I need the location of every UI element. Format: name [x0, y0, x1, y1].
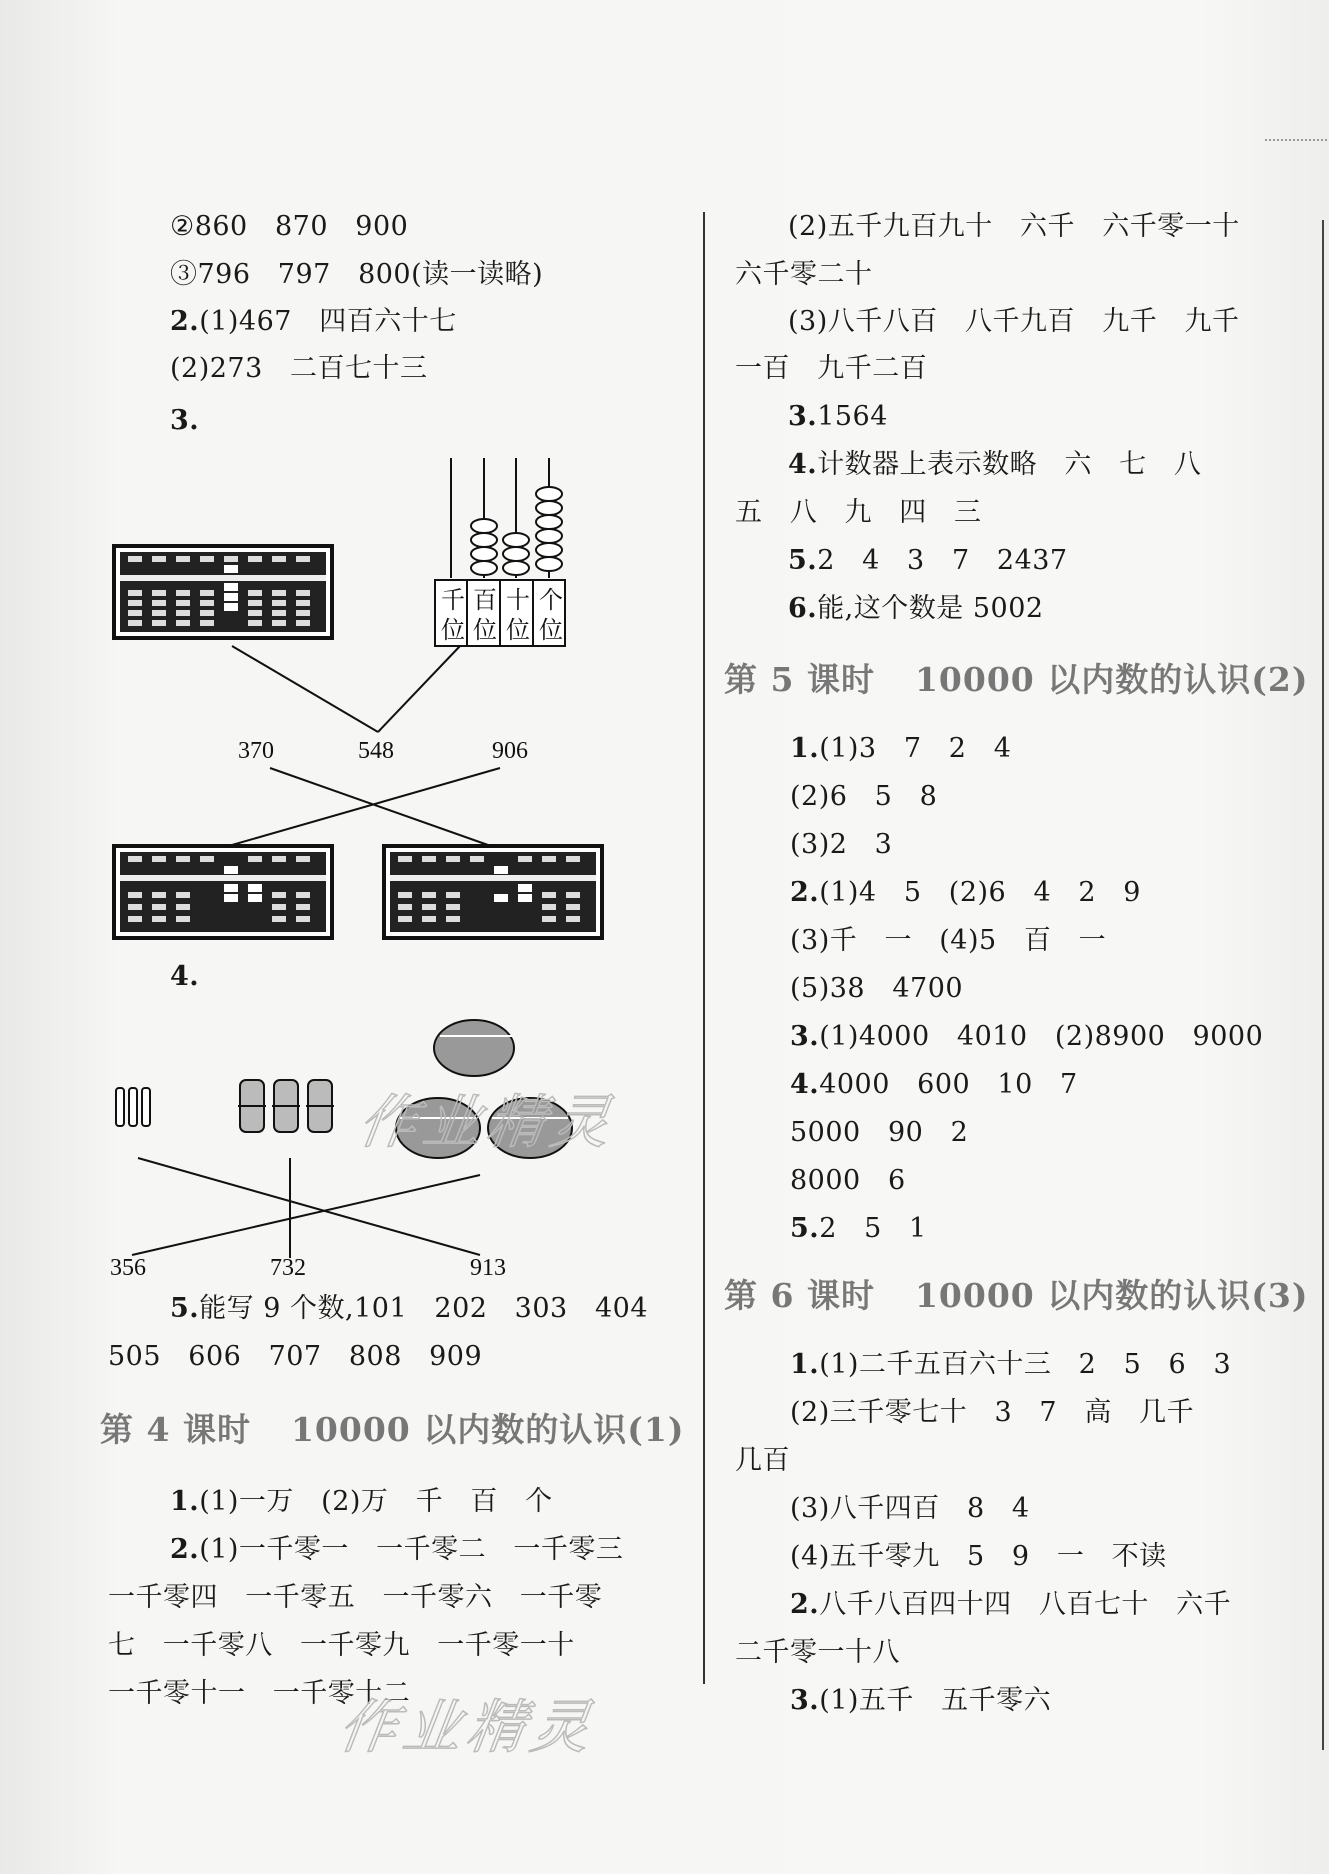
question-number: 2.: [790, 1589, 820, 1620]
question-number: 1.: [790, 1349, 820, 1380]
answer-line: [170, 1485, 553, 1519]
answer-text: (1)一千零一 一千零二 一千零三: [199, 1534, 624, 1565]
answer-line: [788, 400, 888, 434]
number-label: 732: [270, 1255, 306, 1281]
question-number: 3.: [790, 1021, 820, 1052]
answer-text: 2 5 1: [819, 1213, 927, 1244]
number-label: 548: [358, 738, 394, 764]
question-number: 2.: [790, 877, 820, 908]
watermark: 作业精灵: [354, 1088, 621, 1156]
question-number: 5.: [788, 545, 818, 576]
question-number: 2.: [170, 1534, 200, 1565]
answer-line: [170, 1533, 623, 1567]
lesson-title: 10000 以内数的认识(1): [290, 1410, 685, 1449]
answer-line: 一百 九千二百: [735, 353, 928, 384]
place-label: 位: [539, 618, 563, 644]
answer-text: 1564: [817, 401, 888, 432]
answer-line: ③796 797 800(读一读略): [170, 259, 544, 290]
number-label: 913: [470, 1255, 506, 1281]
answer-line: 5000 90 2: [790, 1117, 969, 1148]
answer-line: 一千零四 一千零五 一千零六 一千零: [108, 1582, 603, 1613]
answer-line: [790, 1068, 1078, 1102]
question-number: 1.: [790, 733, 820, 764]
answer-line: (3)千 一 (4)5 百 一: [790, 925, 1107, 956]
answer-line: (3)2 3: [790, 829, 893, 860]
single-sticks: [116, 1088, 150, 1126]
number-label: 370: [238, 738, 274, 764]
answer-text: 计数器上表示数略 六 七 八: [817, 449, 1202, 480]
question-number: 2.: [170, 306, 200, 337]
answer-line: (5)38 4700: [790, 973, 964, 1004]
answer-text: 八千八百四十四 八百七十 六千: [819, 1589, 1232, 1620]
answer-line: [790, 1020, 1263, 1054]
answer-text: 能写 9 个数,101 202 303 404: [199, 1293, 648, 1324]
answer-text: 能,这个数是 5002: [817, 593, 1044, 624]
question-number: 5.: [790, 1213, 820, 1244]
question-number: 3.: [788, 401, 818, 432]
answer-line: [788, 544, 1068, 578]
answer-line: (4)五千零九 5 9 一 不读: [790, 1541, 1167, 1572]
answer-line: [790, 1588, 1231, 1622]
answer-line: [788, 592, 1044, 626]
question-number: 4.: [790, 1069, 820, 1100]
answer-line: 505 606 707 808 909: [108, 1341, 483, 1372]
answer-line: (2)五千九百九十 六千 六千零一十: [788, 211, 1240, 242]
question-number: 4.: [170, 961, 200, 992]
answer-text: 4000 600 10 7: [819, 1069, 1078, 1100]
answer-line: 二千零一十八: [735, 1637, 900, 1668]
answer-line: ②860 870 900: [170, 211, 409, 242]
answer-text: (1)467 四百六十七: [199, 306, 457, 337]
answer-line: [790, 732, 1011, 766]
answer-line: [790, 1212, 927, 1246]
question-number: 4.: [788, 449, 818, 480]
lesson-number: 第 6 课时: [724, 1276, 875, 1315]
answer-line: (2)三千零七十 3 7 高 几千: [790, 1397, 1195, 1428]
place-label: 位: [441, 618, 465, 644]
answer-line: (2)6 5 8: [790, 781, 938, 812]
answer-text: (1)一万 (2)万 千 百 个: [199, 1486, 553, 1517]
answer-line: 几百: [735, 1445, 790, 1476]
answer-line: [790, 1684, 1051, 1718]
section-heading: [100, 1410, 684, 1450]
corner-dotted-rule: [1265, 139, 1327, 141]
answer-text: 2 4 3 7 2437: [817, 545, 1068, 576]
answer-line: (3)八千四百 8 4: [790, 1493, 1030, 1524]
lesson-title: 10000 以内数的认识(3): [914, 1276, 1309, 1315]
section-heading: [724, 660, 1308, 700]
answer-line: [788, 448, 1201, 482]
question-number: 3.: [170, 405, 200, 436]
answer-line: 8000 6: [790, 1165, 906, 1196]
question-number: 5.: [170, 1293, 200, 1324]
answer-line: 五 八 九 四 三: [735, 497, 982, 528]
answer-text: (1)3 7 2 4: [819, 733, 1012, 764]
answer-line: (3)八千八百 八千九百 九千 九千: [788, 306, 1240, 337]
answer-line: 一千零十一 一千零十二: [108, 1678, 411, 1709]
lesson-number: 第 4 课时: [100, 1410, 251, 1449]
answer-line: 六千零二十: [735, 259, 873, 290]
answer-line: 七 一千零八 一千零九 一千零一十: [108, 1630, 575, 1661]
number-label: 356: [110, 1255, 146, 1281]
place-label: 百: [473, 588, 497, 614]
ten-bundles: [238, 1080, 334, 1132]
number-label: 906: [492, 738, 528, 764]
question-number: 6.: [788, 593, 818, 624]
answer-line: [170, 1292, 648, 1326]
answer-text: (1)4 5 (2)6 4 2 9: [819, 877, 1141, 908]
question-number: 3.: [790, 1685, 820, 1716]
section-heading: [724, 1276, 1308, 1316]
place-label: 十: [506, 588, 530, 614]
answer-text: (1)4000 4010 (2)8900 9000: [819, 1021, 1264, 1052]
lesson-number: 第 5 课时: [724, 660, 875, 699]
watermark: 作业精灵: [334, 1693, 601, 1761]
lesson-title: 10000 以内数的认识(2): [914, 660, 1309, 699]
matching-lines: [132, 1158, 480, 1258]
place-label: 位: [506, 618, 530, 644]
answer-text: (1)五千 五千零六: [819, 1685, 1052, 1716]
answer-line: (2)273 二百七十三: [170, 353, 428, 384]
question-number: 1.: [170, 1486, 200, 1517]
place-label: 位: [473, 618, 497, 644]
place-label: 个: [539, 588, 563, 614]
answer-line: [790, 876, 1141, 910]
answer-text: (1)二千五百六十三 2 5 6 3: [819, 1349, 1232, 1380]
right-margin-rule: [1322, 220, 1324, 1750]
place-label: 千: [441, 588, 465, 614]
answer-line: [790, 1348, 1231, 1382]
